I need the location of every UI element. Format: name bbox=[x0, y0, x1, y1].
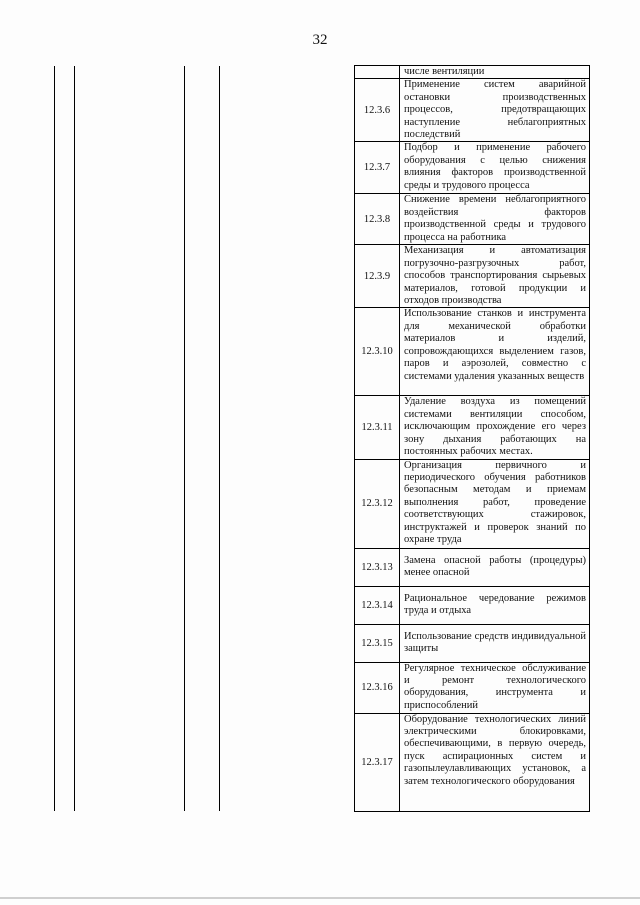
scan-edge-line bbox=[0, 897, 640, 899]
empty-column-cell bbox=[55, 66, 75, 812]
measure-text: Организация первичного и периодического обучения работников безопасным методам и приемам выполнения работ, проведение соответствующих стажировок, инструктажей и проверок знаний по охране труда bbox=[400, 459, 590, 548]
measure-code: 12.3.13 bbox=[355, 548, 400, 586]
empty-column-cell bbox=[185, 66, 220, 812]
measure-text: Снижение времени неблагоприятного воздействия факторов производственной среды и трудового процесса на работника bbox=[400, 194, 590, 245]
empty-column-cell bbox=[75, 66, 185, 812]
page-number: 32 bbox=[312, 32, 328, 48]
measure-code: 12.3.12 bbox=[355, 459, 400, 548]
measure-text: Использование станков и инструмента для механической обработки материалов и изделий, сопровождающихся выделением газов, паров и аэрозолей, совместно с системами удаления указанных веществ bbox=[400, 308, 590, 396]
measure-text: Подбор и применение рабочего оборудования с целью снижения влияния факторов производственной среды и трудового процесса bbox=[400, 142, 590, 194]
measure-text: Использование средств индивидуальной защиты bbox=[400, 624, 590, 662]
measure-code: 12.3.14 bbox=[355, 586, 400, 624]
measure-text: Регулярное техническое обслуживание и ремонт технологического оборудования, инструмента и приспособлений bbox=[400, 662, 590, 713]
measures-table bbox=[54, 65, 590, 812]
measure-code: 12.3.10 bbox=[355, 308, 400, 396]
measure-code: 12.3.8 bbox=[355, 194, 400, 245]
measure-text: Оборудование технологических линий электрическими блокировками, обеспечивающими, в первую очередь, пуск аспирационных систем и газопылеулавливающих установок, а затем технологического оборудования bbox=[400, 713, 590, 811]
measure-text: Применение систем аварийной остановки производственных процессов, предотвращающих наступление неблагоприятных последствий bbox=[400, 79, 590, 142]
empty-column-cell bbox=[220, 66, 355, 812]
measure-text: Рациональное чередование режимов труда и отдыха bbox=[400, 586, 590, 624]
measure-code: 12.3.16 bbox=[355, 662, 400, 713]
measure-code: 12.3.17 bbox=[355, 713, 400, 811]
measure-text: Механизация и автоматизация погрузочно-разгрузочных работ, способов транспортирования сырьевых материалов, готовой продукции и отходов производства bbox=[400, 245, 590, 308]
table-row bbox=[55, 66, 590, 79]
measure-text: Удаление воздуха из помещений системами вентиляции способом, исключающим прохождение его через зону дыхания работающих на постоянных рабочих местах. bbox=[400, 396, 590, 459]
measure-code: 12.3.7 bbox=[355, 142, 400, 194]
measure-code: 12.3.11 bbox=[355, 396, 400, 459]
measure-code: 12.3.15 bbox=[355, 624, 400, 662]
measure-code: 12.3.6 bbox=[355, 79, 400, 142]
measure-code: 12.3.9 bbox=[355, 245, 400, 308]
measure-text: числе вентиляции bbox=[400, 66, 590, 79]
measure-code bbox=[355, 66, 400, 79]
measure-text: Замена опасной работы (процедуры) менее опасной bbox=[400, 548, 590, 586]
